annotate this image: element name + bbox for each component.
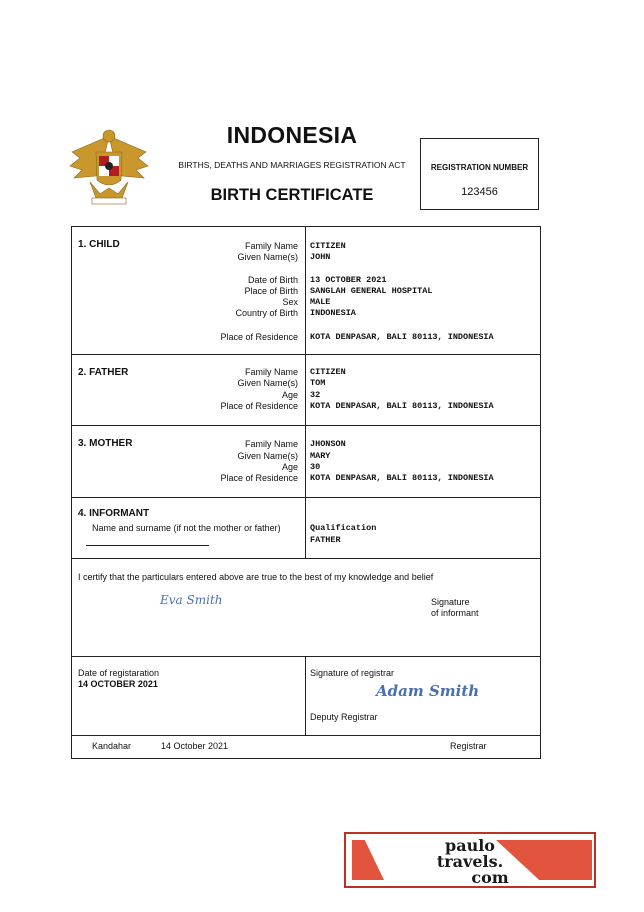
child-family-name-value: CITIZEN (310, 241, 346, 251)
deputy-registrar-label: Deputy Registrar (310, 712, 378, 722)
certificate-title: BIRTH CERTIFICATE (210, 186, 374, 204)
paulo-travels-logo (344, 832, 596, 888)
father-section-title: 2. FATHER (78, 367, 129, 378)
child-given-names-label: Given Name(s) (237, 252, 298, 262)
divider (72, 656, 540, 657)
informant-name-line (86, 545, 209, 546)
mother-age-value: 30 (310, 462, 321, 472)
divider (72, 354, 540, 355)
child-pob-value: SANGLAH GENERAL HOSPITAL (310, 286, 433, 296)
registration-date-label: Date of registaration (78, 668, 160, 678)
country-title: INDONESIA (226, 122, 358, 148)
divider (72, 558, 540, 559)
child-given-names-value: JOHN (310, 252, 331, 262)
child-cob-value: INDONESIA (310, 308, 356, 318)
logo-text (346, 838, 594, 886)
mother-given-names-value: MARY (310, 451, 331, 461)
father-residence-value: KOTA DENPASAR, BALI 80113, INDONESIA (310, 401, 494, 411)
child-cob-label: Country of Birth (235, 308, 298, 318)
mother-family-name-value: JHONSON (310, 439, 346, 449)
divider (72, 497, 540, 498)
registration-number-label: REGISTRATION NUMBER (430, 163, 529, 172)
child-sex-value: MALE (310, 297, 331, 307)
mother-age-label: Age (281, 462, 298, 472)
child-pob-label: Place of Birth (244, 286, 298, 296)
informant-signature-label: Signature (431, 597, 470, 607)
registration-act: BIRTHS, DEATHS AND MARRIAGES REGISTRATION ACT (178, 160, 406, 170)
child-section-title: 1. CHILD (78, 239, 120, 250)
child-dob-label: Date of Birth (247, 275, 298, 285)
divider (72, 735, 540, 736)
informant-name-label: Name and surname (if not the mother or father) (92, 523, 281, 533)
registrar-signature-label: Signature of registrar (310, 668, 395, 678)
father-given-names-label: Given Name(s) (237, 378, 298, 388)
father-family-name-value: CITIZEN (310, 367, 346, 377)
footer-place: Kandahar (92, 741, 132, 751)
certification-text: I certify that the particulars entered above are true to the best of my knowledge and belief (78, 572, 434, 582)
informant-qualification-value: FATHER (310, 535, 341, 545)
footer-date: 14 October 2021 (161, 741, 229, 751)
father-residence-label: Place of Residence (220, 401, 298, 411)
informant-section-title: 4. INFORMANT (78, 508, 150, 519)
informant-qualification-label: Qualification (310, 523, 377, 533)
child-residence-value: KOTA DENPASAR, BALI 80113, INDONESIA (310, 332, 494, 342)
registration-number-box (420, 138, 539, 210)
child-dob-value: 13 OCTOBER 2021 (310, 275, 387, 285)
father-age-label: Age (281, 390, 298, 400)
child-family-name-label: Family Name (244, 241, 298, 251)
logo-text-line-2: travels. (436, 852, 504, 871)
mother-section-title: 3. MOTHER (78, 438, 133, 449)
logo-text-line-1: paulo (445, 836, 495, 855)
registration-date-value: 14 OCTOBER 2021 (78, 679, 158, 689)
informant-signature: Eva Smith (160, 593, 223, 607)
father-family-name-label: Family Name (244, 367, 298, 377)
child-sex-label: Sex (282, 297, 298, 307)
informant-signature-label-2: of informant (431, 608, 479, 618)
mother-residence-label: Place of Residence (220, 473, 298, 483)
father-age-value: 32 (310, 390, 321, 400)
child-residence-label: Place of Residence (220, 332, 298, 342)
mother-family-name-label: Family Name (244, 439, 298, 449)
father-given-names-value: TOM (310, 378, 326, 388)
mother-given-names-label: Given Name(s) (237, 451, 298, 461)
garuda-emblem-icon (66, 122, 152, 208)
registrar-signature: Adam Smith (376, 682, 480, 700)
divider (72, 425, 540, 426)
logo-text-line-3: com (471, 868, 509, 887)
divider (305, 656, 306, 735)
divider (305, 227, 306, 558)
certificate-form (71, 226, 541, 759)
footer-role: Registrar (450, 741, 487, 751)
mother-residence-value: KOTA DENPASAR, BALI 80113, INDONESIA (310, 473, 494, 483)
registration-number-value: 123456 (461, 186, 498, 198)
